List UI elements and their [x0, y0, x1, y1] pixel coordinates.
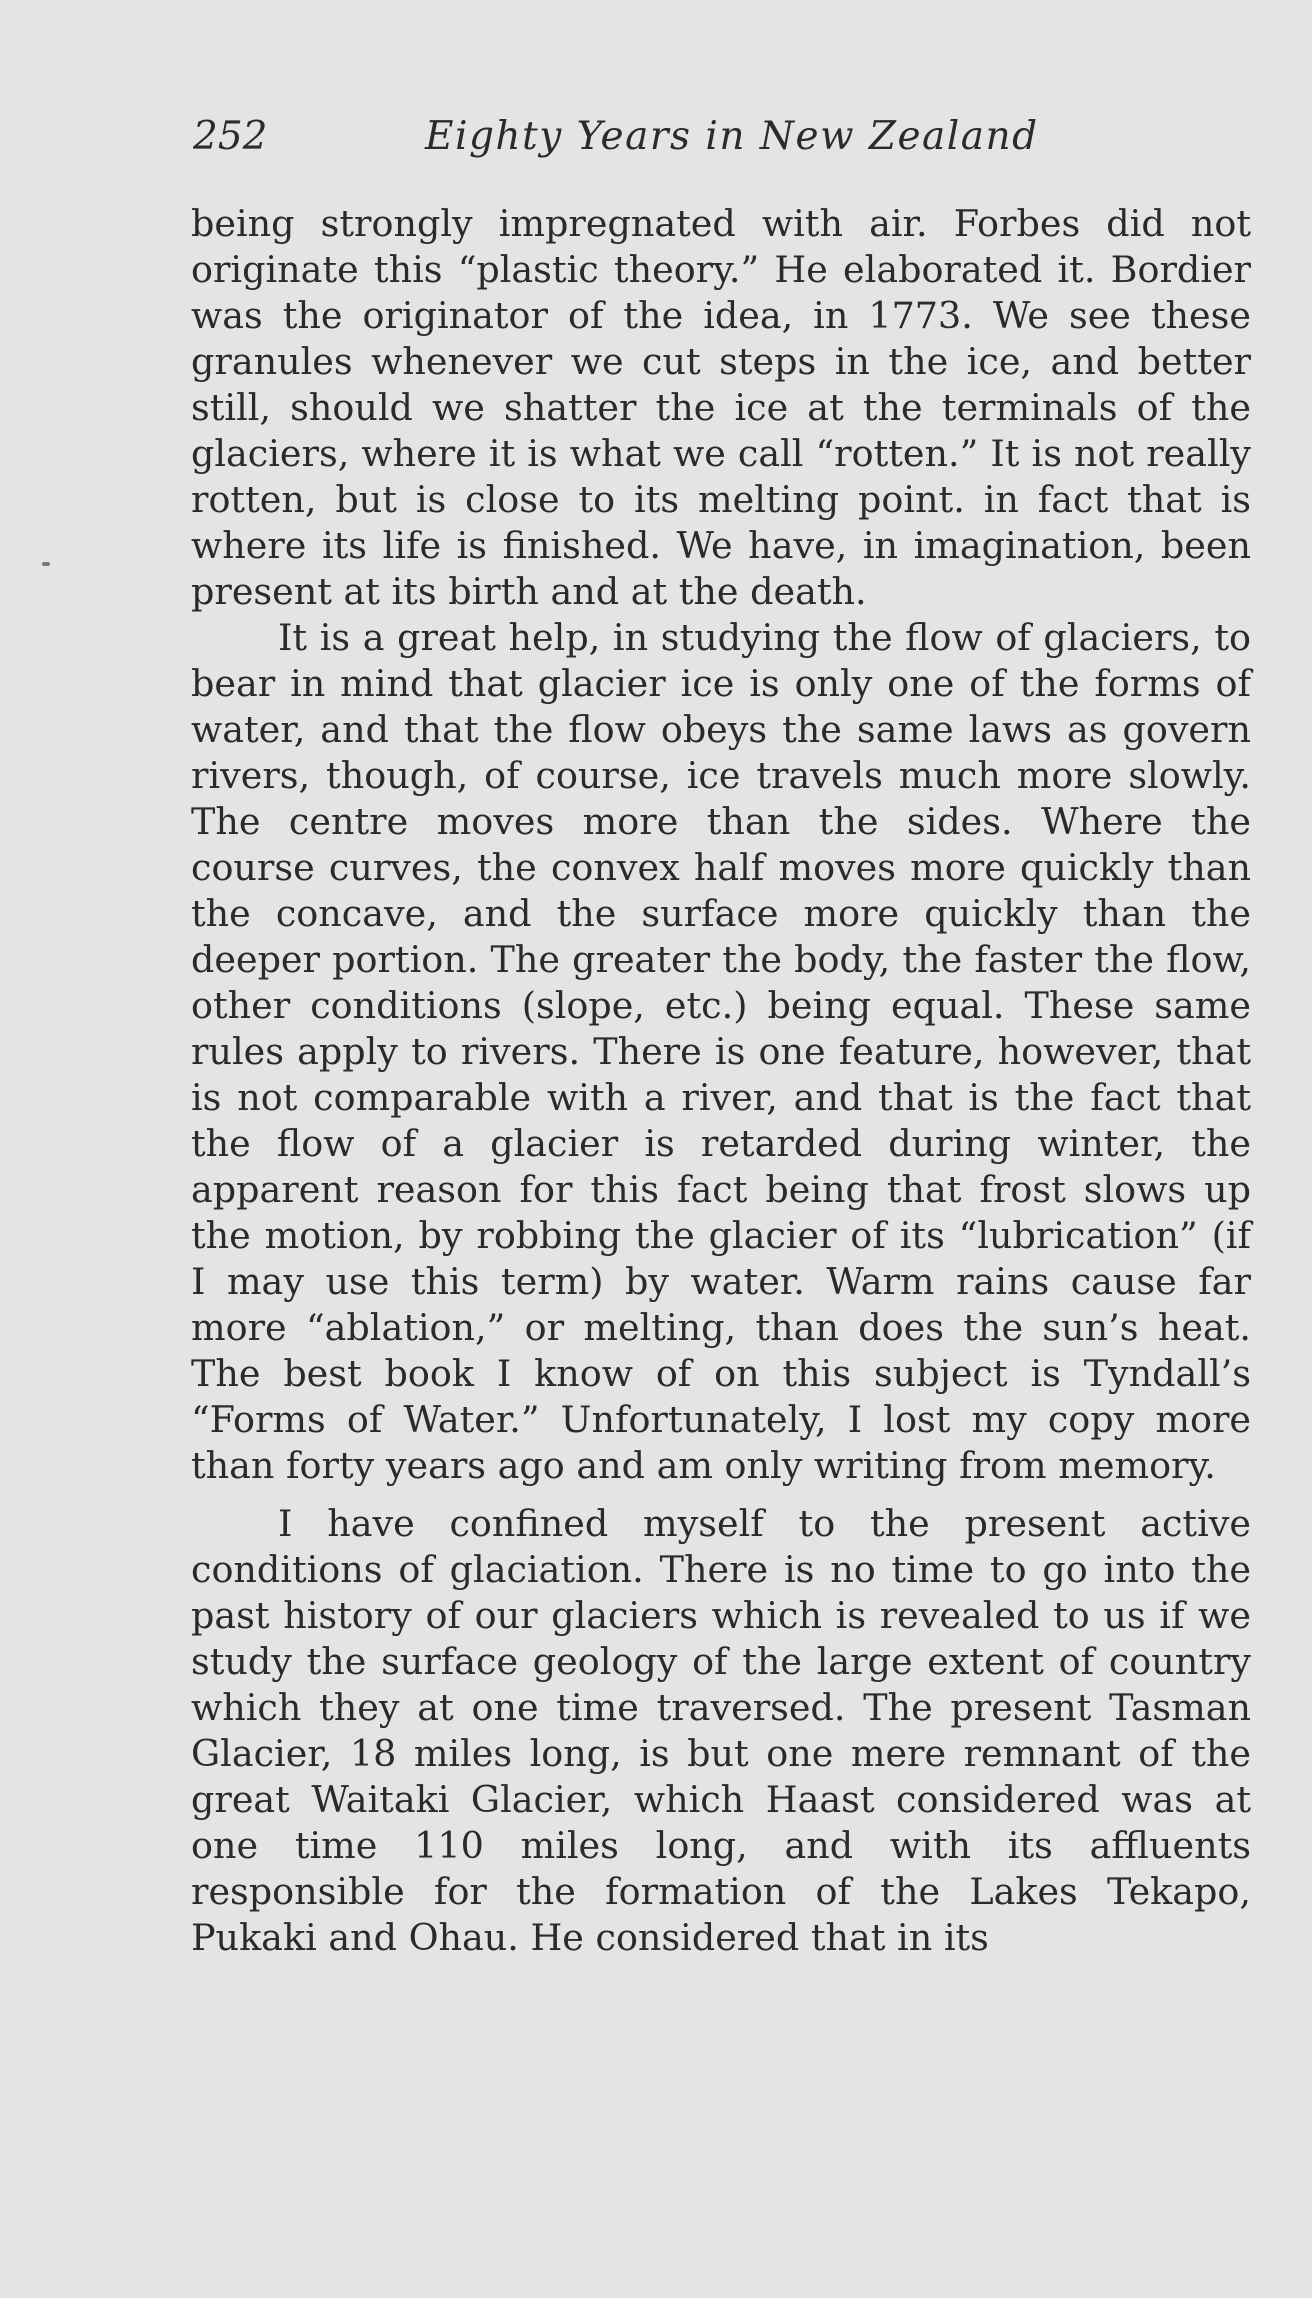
paragraph-3: I have confined myself to the present active conditions of glaciation. There is no time to go into the past history of our glaciers which is revealed to us if we study the surface geology of the large extent of country which they at one time traversed. The present Tasman Glacier, 18 miles long, is but one mere remnant of the great Waitaki Glacier, which Haast considered was at one time 110 miles long, and with its affluents responsible for the formation of the Lakes Tekapo, Pukaki and Ohau. He considered that in its: [191, 1502, 1251, 1959]
body-text: [191, 201, 1251, 1961]
page-number: 252: [193, 114, 268, 159]
running-title: Eighty Years in New Zealand: [425, 114, 1039, 159]
margin-speck: [42, 562, 50, 566]
page-header: [193, 112, 1253, 162]
paragraph-1: being strongly impregnated with air. Forbes did not originate this “plastic theory.” He elaborated it. Bordier was the originator of the idea, in 1773. We see these granules whenever we cut steps in the ice, and better still, should we shatter the ice at the terminals of the glaciers, where it is what we call “rotten.” It is not really rotten, but is close to its melting point. in fact that is where its life is finished. We have, in imagination, been present at its birth and at the death.: [191, 202, 1251, 613]
paragraph-2: It is a great help, in studying the flow of glaciers, to bear in mind that glacier ice is only one of the forms of water, and that the flow obeys the same laws as govern rivers, though, of course, ice travels much more slowly. The centre moves more than the sides. Where the course curves, the convex half moves more quickly than the concave, and the surface more quickly than the deeper portion. The greater the body, the faster the flow, other conditions (slope, etc.) being equal. These same rules apply to rivers. There is one feature, however, that is not comparable with a river, and that is the fact that the flow of a glacier is retarded during winter, the apparent reason for this fact being that frost slows up the motion, by robbing the glacier of its “lubrication” (if I may use this term) by water. Warm rains cause far more “ablation,” or melting, than does the sun’s heat. The best book I know of on this subject is Tyndall’s “Forms of Water.” Unfortunately, I lost my copy more than forty years ago and am only writing from memory.: [191, 616, 1251, 1487]
